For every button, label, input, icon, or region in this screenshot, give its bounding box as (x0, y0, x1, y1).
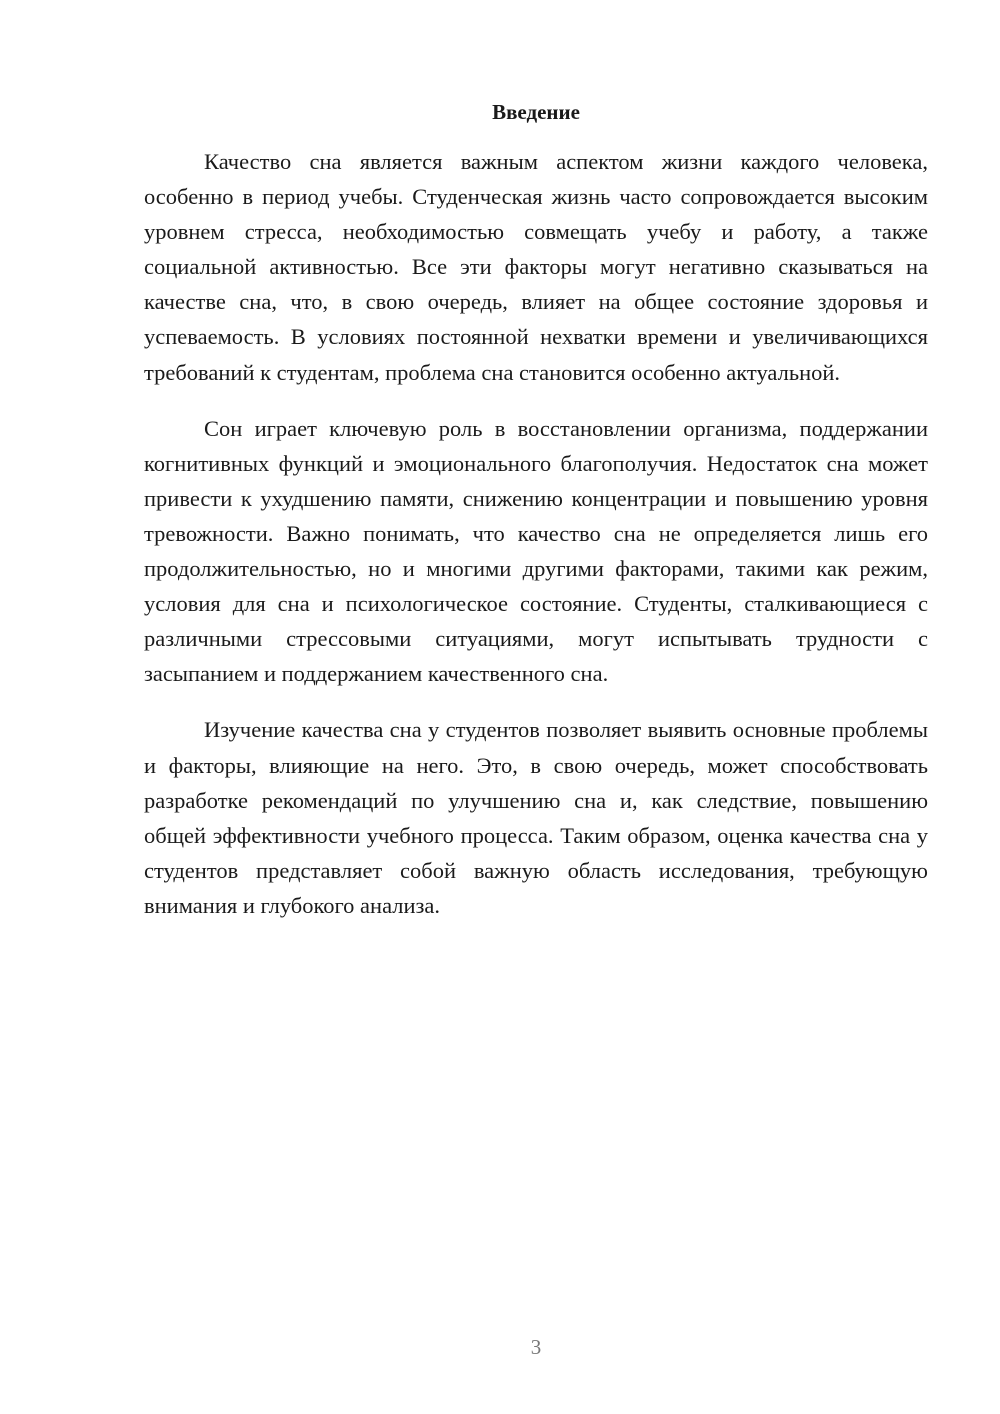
paragraph-2: Сон играет ключевую роль в восстановлении организма, поддержании когнитивных функций и эмоционального благополучия. Недостаток сна может привести к ухудшению памяти, снижению концентрации и повышению уровня тревожности. Важно понимать, что качество сна не определяется лишь его продолжительностью, но и многими другими факторами, такими как режим, условия для сна и психологическое состояние. Студенты, сталкивающиеся с различными стрессовыми ситуациями, могут испытывать трудности с засыпанием и поддержанием качественного сна. (144, 415, 928, 687)
page-title: Введение (492, 100, 580, 124)
paragraph-1: Качество сна является важным аспектом жизни каждого человека, особенно в период учебы. Студенческая жизнь часто сопровождается высоким уровнем стресса, необходимостью совмещать учебу и работу, а также социальной активностью. Все эти факторы могут негативно сказываться на качестве сна, что, в свою очередь, влияет на общее состояние здоровья и успеваемость. В условиях постоянной нехватки времени и увеличивающихся требований к студентам, проблема сна становится особенно актуальной. (144, 149, 928, 385)
paragraph-3: Изучение качества сна у студентов позволяет выявить основные проблемы и факторы, влияющие на него. Это, в свою очередь, может способствовать разработке рекомендаций по улучшению сна и, как следствие, повышению общей эффективности учебного процесса. Таким образом, оценка качества сна у студентов представляет собой важную область исследования, требующую внимания и глубокого анализа. (144, 717, 928, 918)
page-number: 3 (530, 1335, 542, 1359)
body-text (144, 144, 928, 944)
